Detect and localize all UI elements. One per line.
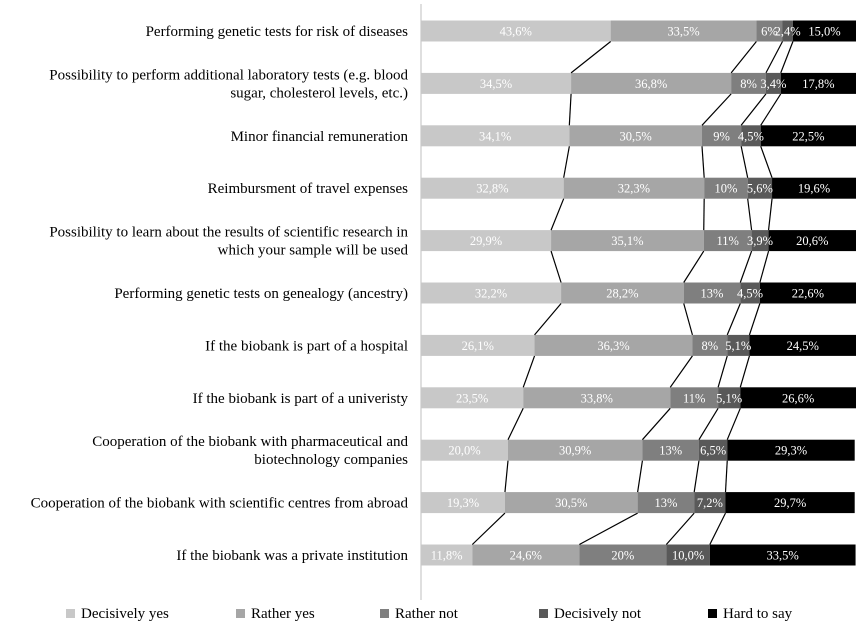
data-label: 35,1% <box>611 234 644 249</box>
data-label: 26,1% <box>461 338 494 353</box>
data-label: 36,8% <box>634 76 668 91</box>
data-label: 24,5% <box>786 338 819 353</box>
legend-swatch <box>539 609 548 618</box>
data-label: 7,2% <box>696 496 723 511</box>
legend-swatch <box>66 609 75 618</box>
category-label: Cooperation of the biobank with scientific centres from abroad <box>30 495 408 512</box>
data-label: 22,5% <box>792 129 825 144</box>
series-line <box>769 199 772 230</box>
data-label: 17,8% <box>802 76 835 91</box>
data-label: 8% <box>701 338 719 353</box>
legend-label: Hard to say <box>723 606 793 622</box>
data-label: 34,5% <box>479 76 513 91</box>
data-label: 32,2% <box>474 286 508 301</box>
data-label: 4,5% <box>737 129 764 144</box>
series-line <box>666 513 694 544</box>
data-label: 5,1% <box>725 338 752 353</box>
legend-label: Rather not <box>395 606 458 622</box>
category-label: Possibility to learn about the results of scientific research in <box>49 224 408 241</box>
data-label: 4,5% <box>737 286 764 301</box>
category-label: biotechnology companies <box>254 452 408 469</box>
series-line <box>740 251 751 282</box>
series-line <box>642 408 670 439</box>
category-label: Possibility to perform additional laboratory tests (e.g. blood <box>49 67 408 84</box>
data-label: 10% <box>714 181 738 196</box>
series-line <box>569 94 571 125</box>
series-line <box>727 408 740 439</box>
series-line <box>702 146 704 177</box>
category-label: which your sample will be used <box>217 242 408 259</box>
data-label: 13% <box>700 286 724 301</box>
data-label: 24,6% <box>509 548 542 563</box>
series-line <box>579 513 637 544</box>
data-label: 11% <box>716 234 739 249</box>
data-label: 13% <box>654 496 678 511</box>
series-line <box>684 304 693 335</box>
series-line <box>726 461 728 492</box>
data-label: 11,8% <box>430 548 463 563</box>
data-label: 8% <box>740 76 757 91</box>
data-label: 29,7% <box>773 496 807 511</box>
series-line <box>731 42 756 73</box>
data-label: 15,0% <box>808 24 841 39</box>
data-label: 6% <box>761 24 778 39</box>
series-line <box>564 146 570 177</box>
legend-label: Decisively yes <box>81 606 169 622</box>
data-label: 6,5% <box>700 443 727 458</box>
data-label: 20,6% <box>796 234 829 249</box>
series-line <box>472 513 505 544</box>
data-label: 30,9% <box>559 443 592 458</box>
series-line <box>523 356 534 387</box>
data-label: 22,6% <box>791 286 825 301</box>
series-line <box>766 42 783 73</box>
data-label: 33,8% <box>580 391 613 406</box>
series-line <box>749 304 759 335</box>
category-label: Performing genetic tests on genealogy (ancestry) <box>114 286 408 302</box>
series-line <box>571 42 611 73</box>
data-label: 34,1% <box>479 129 512 144</box>
category-labels-group <box>31 24 409 564</box>
data-label: 23,5% <box>455 391 489 406</box>
series-line <box>535 304 562 335</box>
data-label: 33,5% <box>667 24 700 39</box>
data-label: 3,4% <box>760 76 787 91</box>
series-line <box>508 408 523 439</box>
category-label: If the biobank was a private institution <box>176 548 408 564</box>
data-label: 5,1% <box>716 391 743 406</box>
series-line <box>761 146 772 177</box>
data-label: 30,5% <box>555 496 588 511</box>
series-line <box>718 356 727 387</box>
data-label: 28,2% <box>606 286 639 301</box>
data-label: 11% <box>682 391 706 406</box>
series-line <box>741 146 748 177</box>
data-label: 32,3% <box>617 181 651 196</box>
data-label: 9% <box>713 129 730 144</box>
series-line <box>551 251 561 282</box>
data-label: 29,9% <box>469 234 503 249</box>
legend-label: Rather yes <box>251 606 315 622</box>
data-label: 5,6% <box>746 181 773 196</box>
data-label: 19,3% <box>446 496 480 511</box>
data-label: 13% <box>659 443 683 458</box>
series-line <box>551 199 564 230</box>
legend-swatch <box>236 609 245 618</box>
series-line <box>761 94 781 125</box>
data-label: 19,6% <box>797 181 831 196</box>
data-label: 29,3% <box>774 443 808 458</box>
series-line <box>694 461 699 492</box>
category-label: Minor financial remuneration <box>230 128 408 145</box>
series-line <box>760 251 769 282</box>
series-line <box>638 461 643 492</box>
legend-swatch <box>708 609 717 618</box>
data-label: 26,6% <box>781 391 815 406</box>
data-label: 36,3% <box>597 338 630 353</box>
series-line <box>702 94 731 125</box>
category-label: If the biobank is part of a univeristy <box>192 390 408 407</box>
series-line <box>740 356 749 387</box>
category-label: sugar, cholesterol levels, etc.) <box>230 85 408 102</box>
legend-swatch <box>380 609 389 618</box>
series-line <box>699 408 718 439</box>
data-label: 10,0% <box>671 548 705 563</box>
data-label: 20,0% <box>448 443 481 458</box>
data-label: 3,9% <box>747 234 774 249</box>
data-label: 30,5% <box>619 129 652 144</box>
legend-label: Decisively not <box>554 606 642 622</box>
data-label: 43,6% <box>499 24 532 39</box>
category-label: Performing genetic tests for risk of diseases <box>145 24 408 40</box>
series-line <box>781 42 793 73</box>
series-line <box>727 304 740 335</box>
category-label: If the biobank is part of a hospital <box>205 338 408 355</box>
series-line <box>684 251 704 282</box>
data-label: 33,5% <box>766 548 799 563</box>
data-label: 20% <box>611 548 635 563</box>
series-line <box>710 513 726 544</box>
series-line <box>741 94 766 125</box>
series-line <box>748 199 752 230</box>
legend <box>66 606 793 622</box>
category-label: Reimbursment of travel expenses <box>207 181 408 198</box>
series-line <box>505 461 508 492</box>
data-label: 2,4% <box>774 24 801 39</box>
data-label: 32,8% <box>476 181 509 196</box>
category-label: Cooperation of the biobank with pharmaceutical and <box>92 434 408 451</box>
series-line <box>670 356 692 387</box>
